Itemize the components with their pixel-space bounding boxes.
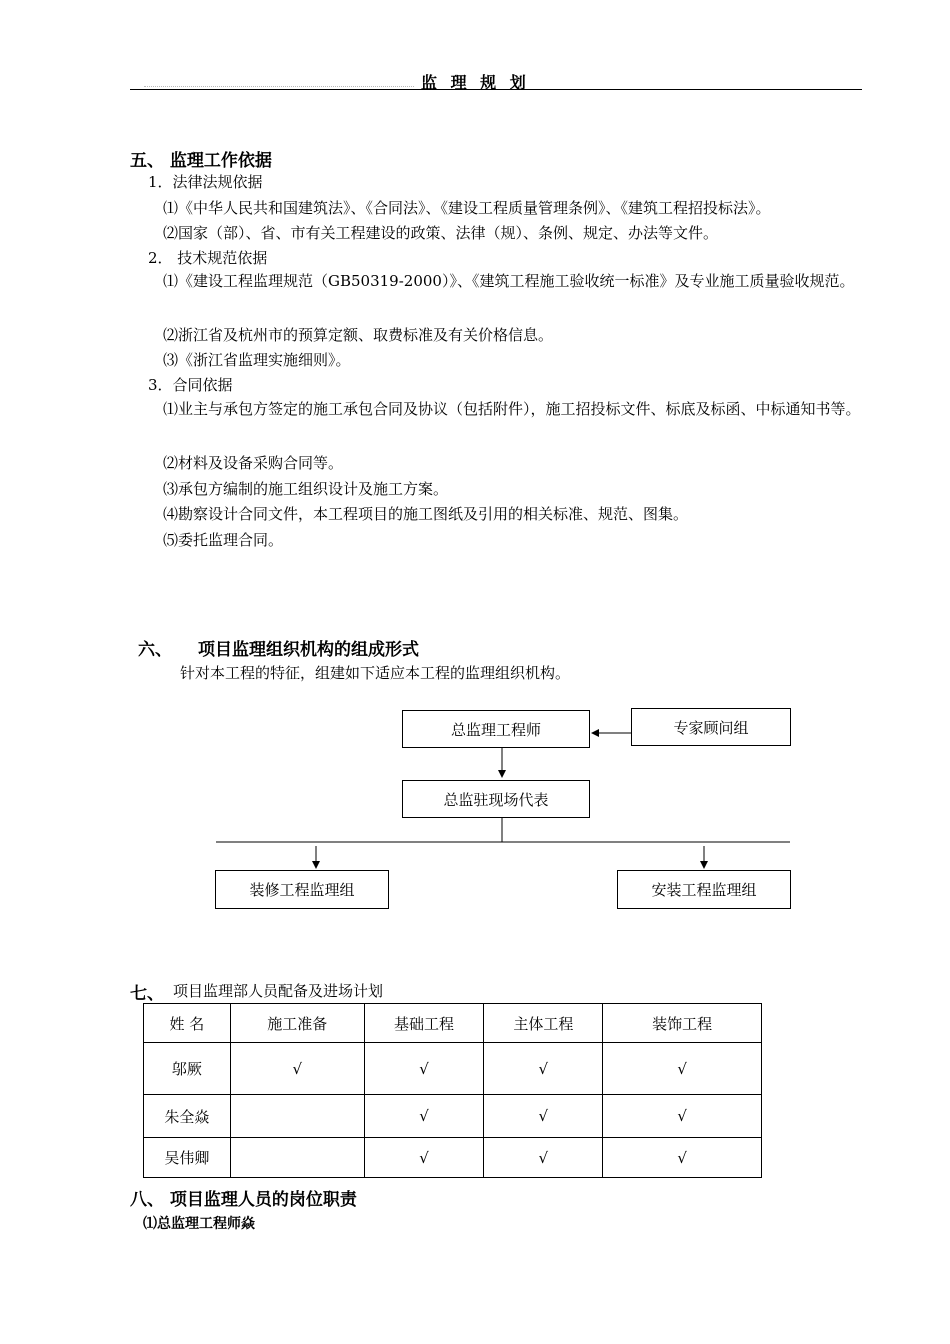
table-cell: √ — [484, 1138, 603, 1178]
table-cell: √ — [603, 1138, 762, 1178]
section5-item3-line4: ⑷勘察设计合同文件，本工程项目的施工图纸及引用的相关标准、规范、图集。 — [163, 505, 689, 523]
org-deco-box: 装修工程监理组 — [215, 870, 389, 909]
section8-heading: 八、 项目监理人员的岗位职责 — [130, 1190, 357, 1210]
org-rep-box: 总监驻现场代表 — [402, 780, 590, 818]
section6-intro: 针对本工程的特征，组建如下适应本工程的监理组织机构。 — [180, 664, 571, 682]
table-header-cell: 基础工程 — [364, 1004, 484, 1043]
section5-item2-line1: ⑴《建设工程监理规范（GB50319-2000）》、《建筑工程施工验收统一标准》及专业施工质量验收规范。 — [163, 272, 855, 290]
table-cell: √ — [364, 1043, 484, 1095]
staff-plan-table — [143, 1003, 762, 1178]
table-cell: 吴伟卿 — [144, 1138, 231, 1178]
section5-item1-line1: ⑴《中华人民共和国建筑法》、《合同法》、《建设工程质量管理条例》、《建筑工程招投标法》。 — [163, 199, 771, 217]
org-chief-box: 总监理工程师 — [402, 710, 590, 748]
section5-item3-line2: ⑵材料及设备采购合同等。 — [163, 454, 344, 472]
org-install-box: 安装工程监理组 — [617, 870, 791, 909]
section5-item3-line1: ⑴业主与承包方签定的施工承包合同及协议（包括附件），施工招投标文件、标底及标函、中标通知书等。 — [163, 400, 861, 418]
table-header-row — [144, 1004, 762, 1043]
table-cell: √ — [484, 1043, 603, 1095]
table-row — [144, 1043, 762, 1095]
section5-heading: 五、 监理工作依据 — [130, 151, 272, 171]
section5-item1-line2: ⑵国家（部）、省、市有关工程建设的政策、法律（规）、条例、规定、办法等文件。 — [163, 224, 719, 242]
section5-item3-title: 3．合同依据 — [148, 376, 233, 394]
page-header-title: 监 理 规 划 — [421, 73, 530, 92]
org-experts-box: 专家顾问组 — [631, 708, 791, 746]
table-cell: √ — [484, 1095, 603, 1138]
table-cell: √ — [364, 1138, 484, 1178]
section5-item2-title: 2． 技术规范依据 — [148, 249, 268, 267]
table-cell: √ — [603, 1095, 762, 1138]
table-cell — [230, 1095, 364, 1138]
table-header-cell: 施工准备 — [230, 1004, 364, 1043]
table-cell: √ — [364, 1095, 484, 1138]
section5-item3-line5: ⑸委托监理合同。 — [163, 531, 284, 549]
table-row — [144, 1095, 762, 1138]
table-cell: √ — [230, 1043, 364, 1095]
section5-item2-line3: ⑶《浙江省监理实施细则》。 — [163, 351, 351, 369]
table-header-cell: 装饰工程 — [603, 1004, 762, 1043]
table-header-cell: 姓 名 — [144, 1004, 231, 1043]
table-cell: 邬厥 — [144, 1043, 231, 1095]
section6-number: 六、 — [138, 640, 172, 660]
table-header-cell: 主体工程 — [484, 1004, 603, 1043]
section5-item3-line3: ⑶承包方编制的施工组织设计及施工方案。 — [163, 480, 449, 498]
section7-number: 七、 — [130, 984, 164, 1004]
table-row — [144, 1138, 762, 1178]
section6-heading: 项目监理组织机构的组成形式 — [198, 640, 419, 660]
section7-heading: 项目监理部人员配备及进场计划 — [173, 982, 384, 1000]
section5-item1-title: 1．法律法规依据 — [148, 173, 263, 191]
table-cell: 朱全焱 — [144, 1095, 231, 1138]
section5-item2-line2: ⑵浙江省及杭州市的预算定额、取费标准及有关价格信息。 — [163, 326, 554, 344]
section8-subheading: ⑴总监理工程师焱 — [143, 1216, 255, 1232]
table-cell: √ — [603, 1043, 762, 1095]
table-cell — [230, 1138, 364, 1178]
